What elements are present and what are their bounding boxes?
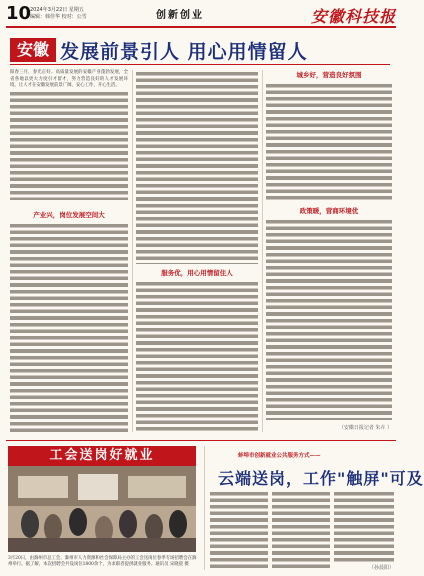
article-column-3b: [266, 218, 392, 420]
header-divider: [6, 26, 396, 28]
article-column-1: [10, 70, 128, 206]
lead-byline: （安徽日报记者 朱卉 ）: [338, 425, 392, 431]
feature-column-2: [272, 490, 330, 570]
column-divider: [204, 446, 205, 570]
section-title: 创新创业: [156, 10, 204, 21]
subhead-3: 城乡好，营造良好氛围: [296, 71, 362, 79]
feature-column-3: [334, 490, 394, 562]
photo-caption: 3月20日，由滁州市总工会、滁州市人力资源和社会保障局主办的工会送岗位春季专场招聘会在滁州举行。据了解，本次招聘会共设岗位1800余个，为求职者提供就业服务。通讯员 宋晓晨 摄: [8, 556, 197, 567]
feature-byline: （孙晨阳）: [368, 565, 394, 571]
editor-text: 编辑：韩佳华 校对：公雪: [30, 14, 87, 20]
feature-column-1: [210, 490, 268, 570]
bottom-divider: [6, 440, 396, 441]
date-line: [30, 7, 87, 21]
article-column-1b: [10, 222, 128, 432]
headline-rule: [10, 64, 390, 65]
article-column-2: [136, 70, 258, 264]
date-text: 2024年3月22日 星期五: [30, 7, 84, 13]
headline-tag: 安徽: [10, 38, 56, 62]
article-column-2b: [136, 280, 258, 432]
lead-headline: 发展前景引人 用心用情留人: [60, 41, 308, 63]
lead-intro-text: 阳春三月，春光正好。高质量发展的安徽产业蓬勃发展，全省各地以更大力度引才留才，努力营造良好的人才发展环境，让人才在安徽发展前景广阔，安心工作，开心生活。: [10, 70, 128, 89]
masthead: [6, 4, 396, 26]
subhead-4: 政策暖，营商环境优: [299, 207, 359, 215]
page-number: 10: [6, 3, 32, 24]
column-divider: [132, 70, 133, 432]
feature-kicker: 蚌埠市创新就业公共服务方式——: [238, 453, 321, 459]
column-divider: [262, 70, 263, 432]
newspaper-logo: 安徽科技报: [310, 7, 396, 26]
subhead-2: 服务优，用心用情留住人: [161, 269, 233, 277]
article-column-3: [266, 82, 392, 200]
feature-headline: 云端送岗，工作"触屏"可及: [218, 469, 424, 488]
subhead-1: 产业兴，岗位发展空间大: [33, 211, 105, 219]
text-block: [10, 90, 128, 200]
photo-title: 工会送岗好就业: [8, 446, 196, 466]
